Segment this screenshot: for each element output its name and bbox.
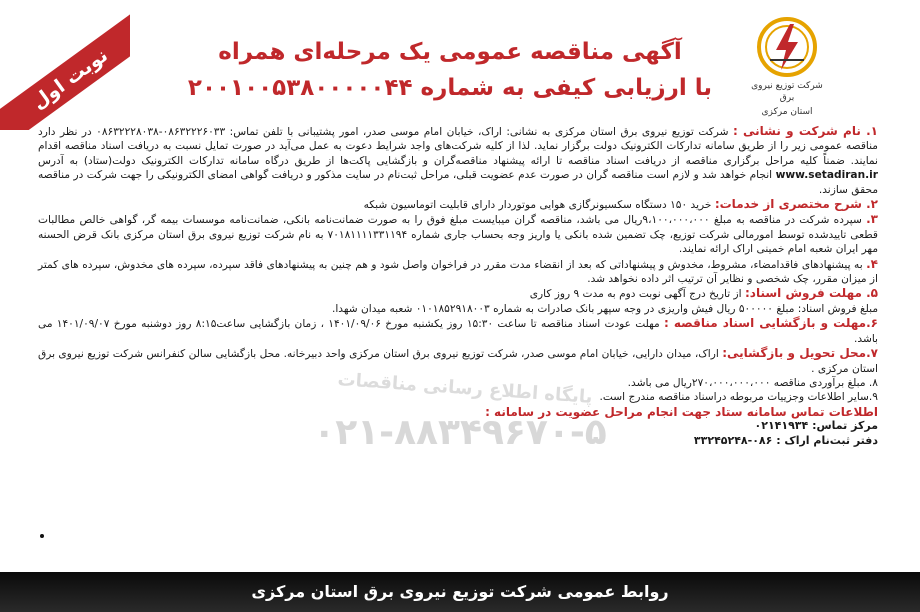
section-3-heading: ۳. — [866, 212, 878, 227]
contact-title: اطلاعات تماس سامانه ستاد جهت انجام مراحل عضویت در سامانه : — [485, 404, 878, 419]
section-6-heading: ۶.مهلت و بازگشایی اسناد مناقصه : — [663, 316, 878, 331]
setad-link[interactable]: www.setadiran.ir — [775, 169, 878, 182]
section-4 — [38, 257, 878, 287]
section-6-text: مهلت عودت اسناد مناقصه تا ساعت ۱۵:۳۰ روز یکشنبه مورخ ۱۴۰۱/۰۹/۰۶ ، زمان بازگشایی ساعت۸:۱۵ روز دوشنبه مورخ ۱۴۰۱/۰۹/۰۷ می باشد. — [38, 318, 878, 345]
section-1-text-2: انجام خواهد شد و لازم است مناقصه گران در صورت عدم عضویت قبلی، مراحل ثبت‌نام در سایت مذکور و دریافت گواهی امضای الکترونیکی را جهت شرکت در مناقصه محقق سازند. — [38, 169, 878, 196]
contact-center: مرکز تماس: ۰۲۱۴۱۹۳۴ — [754, 419, 878, 433]
watermark-phone: ۰۲۱-۸۸۳۴۹۶۷۰-۵ — [313, 412, 607, 453]
contact-office: دفتر ثبت‌نام اراک : ۰۸۶-۳۳۲۴۵۲۴۸ — [693, 433, 878, 447]
section-1-text: شرکت توزیع نیروی برق استان مرکزی به نشانی: اراک، خیابان امام موسی صدر، امور پشتیبانی با تلفن تماس: ۰۸۶۳۲۲۲۶۰۳۳-۰۸۶۳۲۲۲۸۰۳۸ در نظر دارد مناقصه عمومی زیر را از طریق سامانه تدارکات الکترونیک دولت برگزار نماید. لذا از کلیه شرکت‌های واجد شرایط دعوت به عمل می‌آید در صورت تمایل نسبت به دریافت اسناد مناقصه اقدام نمایند. ضمناً کلیه مراحل برگزاری مناقصه از دریافت اسناد مناقصه تا ارائه پیشنهاد مناقصه‌گران و بازگشایی پاکت‌ها از طریق درگاه سامانه تدارکات الکترونیک دولت(ستاد) به آدرس — [38, 126, 878, 167]
section-3-text: سپرده شرکت در مناقصه به مبلغ ۹،۱۰۰،۰۰۰،۰۰۰ریال می باشد، مناقصه گران میبایست مبلغ فوق را به صورت ضمانت‌نامه بانکی، ضمانت‌نامه موسسات بیمه گر، گواهی خالص مطالبات قطعی تاییدشده توسط امورمالی شرکت توزیع، چک تضمین شده بانکی یا واریز وجه بحساب جاری شماره ۷۰۱۸۱۱۱۱۳۳۱۱۹۴ به نام شرکت توزیع نیروی برق استان مرکزی بانک قرض الحسنه مهر ایران شعبه امام خمینی اراک ارائه نمایند. — [38, 214, 878, 256]
section-7 — [38, 346, 878, 376]
section-9: ۹.سایر اطلاعات وجزییات مربوطه دراسناد مناقصه مندرج است. — [599, 391, 878, 404]
notice-title — [170, 34, 730, 106]
title-line-2: با ارزیابی کیفی به شماره ۲۰۰۱۰۰۵۳۸۰۰۰۰۰۴۴ — [187, 75, 713, 101]
section-2-text: خرید ۱۵۰ دستگاه سکسیونرگازی هوایی موتوردار دارای قابلیت اتوماسیون شبکه — [363, 199, 712, 212]
title-line-1: آگهی مناقصه عمومی یک مرحله‌ای همراه — [218, 39, 682, 65]
turn-badge: نوبت اول — [0, 1, 130, 130]
section-4-heading: ۴. — [866, 256, 878, 271]
section-5-heading: ۵. مهلت فروش اسناد: — [745, 286, 878, 301]
lightning-logo-icon — [756, 16, 818, 78]
section-1-heading: ۱. نام شرکت و نشانی : — [732, 124, 878, 138]
turn-badge-wrap — [0, 0, 130, 130]
section-8: ۸. مبلغ برآوردی مناقصه ۲۷۰،۰۰۰،۰۰۰،۰۰۰ریال می باشد. — [627, 376, 878, 389]
section-5-text: از تاریخ درج آگهی نوبت دوم به مدت ۹ روز کاری — [529, 288, 742, 301]
notice-body — [38, 124, 878, 448]
section-6 — [38, 316, 878, 346]
dot-mark — [40, 534, 44, 538]
company-logo — [746, 16, 828, 116]
logo-region: استان مرکزی — [761, 107, 813, 117]
section-7-text: اراک، میدان دارایی، خیابان امام موسی صدر، شرکت توزیع نیروی برق استان مرکزی واحد دبیرخانه. محل بازگشایی سالن کنفرانس شرکت توزیع نیروی برق استان مرکزی . — [38, 348, 878, 375]
section-5 — [38, 286, 878, 301]
logo-company-name: شرکت توزیع نیروی برق — [751, 81, 823, 103]
section-2 — [38, 197, 878, 212]
section-3 — [38, 212, 878, 256]
section-5-fee: مبلغ فروش اسناد: مبلغ ۵۰۰۰۰۰ ریال فیش واریزی در وجه سپهر بانک صادرات به شماره ۰۱۰۱۸۵۲۹۱۸۰۰۳ شعبه میدان شهدا. — [331, 302, 878, 315]
footer-bar: روابط عمومی شرکت توزیع نیروی برق استان مرکزی — [0, 572, 920, 612]
section-4-text: به پیشنهادهای فاقدامضاء، مشروط، مخدوش و پیشنهاداتی که بعد از انقضاء مدت مقرر در فراخوان واصل شود و هم چنین به پیشنهادهای فاقد سپرده، سپرده های مخدوش، سپرده های کمتر از میزان مقرر، چک شخصی و نظایر آن ترتیب اثر داده نخواهد شد. — [38, 258, 878, 286]
section-7-heading: ۷.محل تحویل و بازگشایی: — [722, 346, 878, 361]
section-2-heading: ۲. شرح مختصری از خدمات: — [714, 197, 878, 212]
watermark-site: پایگاه اطلاع رسانی مناقصات — [336, 369, 594, 408]
section-1 — [38, 124, 878, 197]
